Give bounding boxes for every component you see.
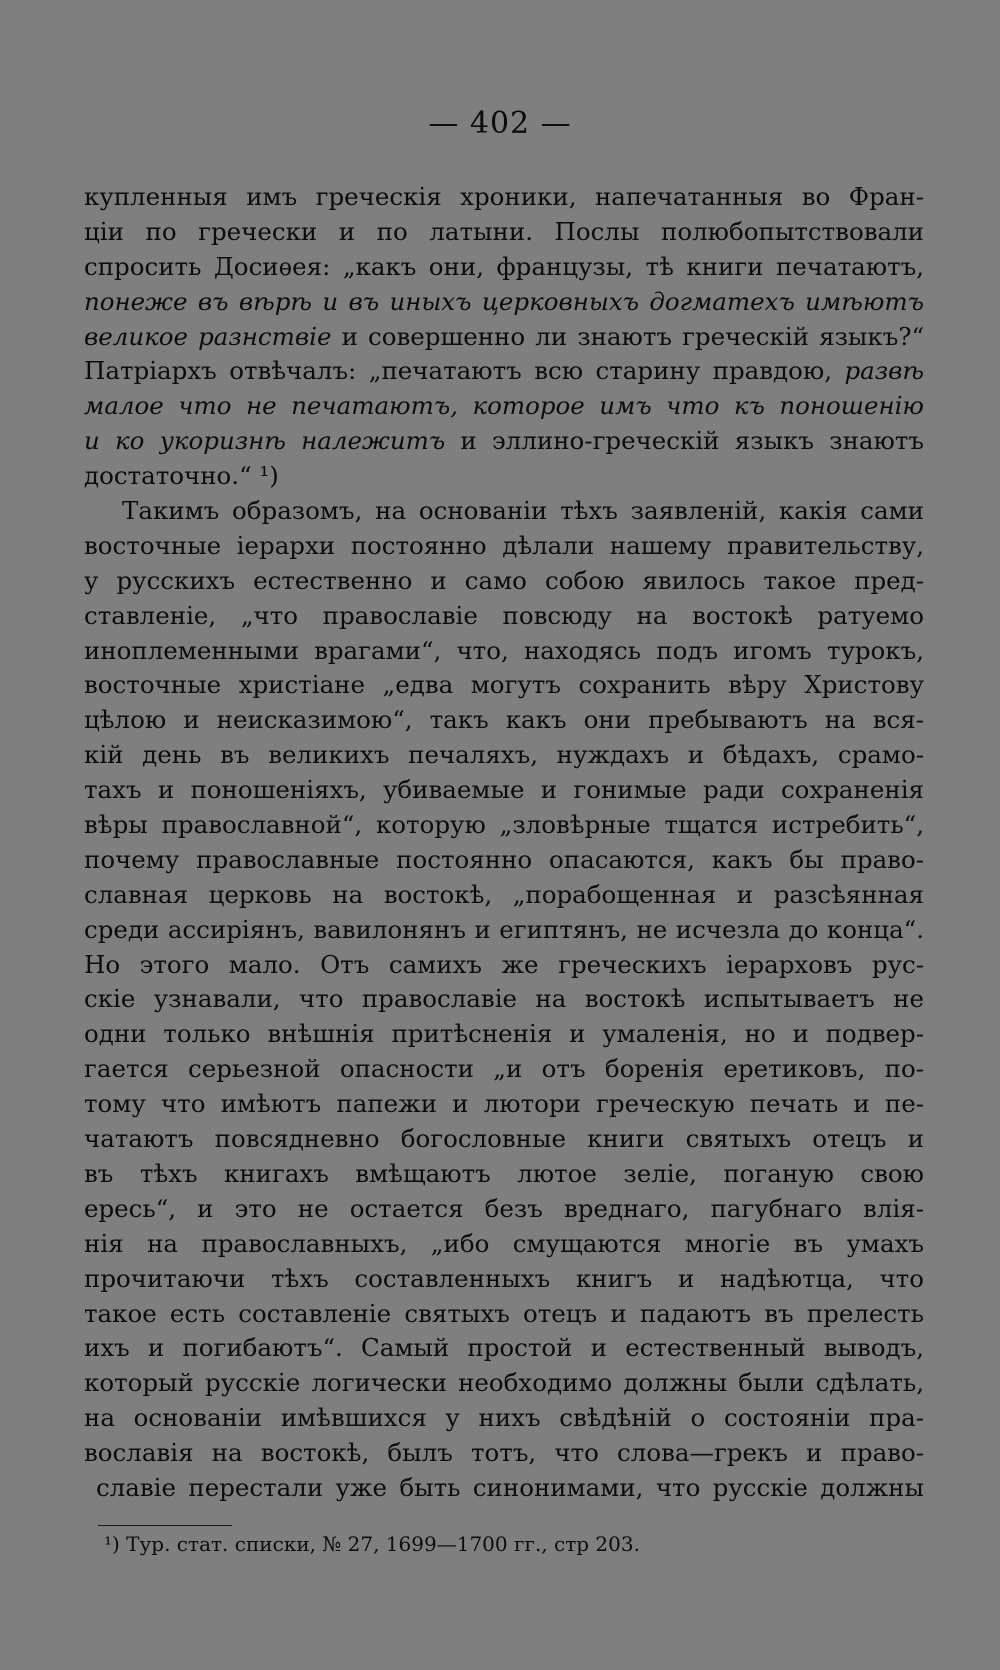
text-segment: вѣры православной“, которую „зловѣрные тщатся истребить“,: [84, 810, 924, 840]
text-line: [84, 773, 924, 808]
text-line: [84, 1262, 924, 1297]
text-segment: среди ассиріянъ, вавилонянъ и египтянъ, не исчезла до конца“.: [84, 914, 924, 944]
text-line: [84, 250, 924, 285]
footnote: ¹) Тур. стат. списки, № 27, 1699—1700 гг., стр 203.: [104, 1532, 640, 1556]
text-segment: ціи по гречески и по латыни. Послы полюбопытствовали: [84, 216, 924, 246]
text-line: [84, 982, 924, 1017]
italic-quote-segment: малое что не печатаютъ, которое имъ что къ поношенію: [84, 391, 924, 421]
text-line: [84, 668, 924, 703]
text-line: [84, 354, 924, 389]
text-segment: у русскихъ естественно и само собою явилось такое пред-: [84, 565, 924, 595]
text-line: [84, 1157, 924, 1192]
text-segment: и совершенно ли знаютъ греческій языкъ?“: [331, 321, 924, 351]
text-segment: цѣлою и неисказимою“, такъ какъ они пребываютъ на вся-: [84, 705, 924, 735]
text-line: [84, 320, 924, 355]
footnote-rule: [98, 1525, 232, 1526]
text-segment: восточные іерархи постоянно дѣлали нашему правительству,: [84, 530, 924, 560]
text-line: [84, 634, 924, 669]
italic-quote-segment: понеже въ вѣрѣ и въ иныхъ церковныхъ догматехъ имѣютъ: [84, 286, 924, 316]
text-segment: прочитаючи тѣхъ составленныхъ книгъ и надѣютца, что: [84, 1263, 924, 1293]
text-line: [84, 215, 924, 250]
text-line: [84, 913, 924, 948]
text-segment: вославія на востокѣ, былъ тотъ, что слова—грекъ и право-: [84, 1438, 924, 1468]
text-line: [84, 1227, 924, 1262]
text-line: [84, 878, 924, 913]
text-line: [84, 424, 924, 459]
text-segment: восточные христіане „едва могутъ сохранить вѣру Христову: [84, 670, 924, 700]
text-segment: нія на православныхъ, „ибо смущаются многіе въ умахъ: [84, 1228, 924, 1258]
page-number: — 402 —: [428, 106, 572, 141]
text-segment: скіе узнавали, что православіе на востокѣ испытываетъ не: [84, 984, 924, 1014]
text-line: [84, 599, 924, 634]
text-segment: купленныя имъ греческія хроники, напечатанныя во Фран-: [84, 182, 924, 211]
text-line: [84, 843, 924, 878]
text-line: [84, 1331, 924, 1366]
text-line: [84, 564, 924, 599]
text-segment: который русскіе логически необходимо должны были сдѣлать,: [84, 1368, 924, 1398]
text-line: [84, 459, 924, 494]
text-segment: достаточно.“ ¹): [84, 461, 279, 491]
text-line: [84, 808, 924, 843]
text-segment: Патріархъ отвѣчалъ: „печатаютъ всю старину правдою,: [84, 356, 845, 386]
text-line: [84, 1297, 924, 1332]
text-line: [84, 285, 924, 320]
text-segment: тому что имѣютъ папежи и лютори греческую печать и пе-: [84, 1089, 924, 1119]
text-segment: въ тѣхъ книгахъ вмѣщаютъ лютое зеліе, поганую свою: [84, 1158, 924, 1188]
text-line: [84, 1401, 924, 1436]
text-segment: Такимъ образомъ, на основаніи тѣхъ заявленій, какія сами: [122, 496, 924, 526]
text-line: [84, 703, 924, 738]
text-line: [84, 529, 924, 564]
text-segment: ересь“, и это не остается безъ вреднаго, пагубнаго влія-: [84, 1193, 924, 1223]
text-segment: такое есть составленіе святыхъ отецъ и падаютъ въ прелесть: [84, 1298, 924, 1328]
text-line: [84, 1087, 924, 1122]
text-segment: и эллино-греческій языкъ знаютъ: [445, 426, 924, 456]
italic-quote-segment: и ко укоризнѣ належитъ: [84, 426, 446, 456]
text-line: [84, 1122, 924, 1157]
italic-quote-segment: великое разнствіе: [84, 321, 332, 351]
text-segment: славіе перестали уже быть синонимами, что русскіе должны: [96, 1472, 924, 1502]
text-segment: славная церковь на востокѣ, „порабощенная и разсѣянная: [84, 879, 924, 909]
text-segment: чатаютъ повсядневно богословные книги святыхъ отецъ и: [84, 1124, 924, 1154]
text-line: [84, 1052, 924, 1087]
italic-quote-segment: развѣ: [844, 356, 924, 386]
text-line: [84, 948, 924, 983]
text-line: [84, 1017, 924, 1052]
text-segment: кій день въ великихъ печаляхъ, нуждахъ и бѣдахъ, срамо-: [84, 740, 924, 770]
text-segment: ставленіе, „что православіе повсюду на востокѣ ратуемо: [84, 600, 924, 630]
text-segment: на основаніи имѣвшихся у нихъ свѣдѣній о состояніи пра-: [84, 1403, 924, 1433]
text-line: [84, 1192, 924, 1227]
text-segment: Но этого мало. Отъ самихъ же греческихъ іерарховъ рус-: [84, 949, 924, 979]
text-segment: гается серьезной опасности „и отъ боренія еретиковъ, по-: [84, 1054, 924, 1084]
text-segment: спросить Досиѳея: „какъ они, французы, тѣ книги печатаютъ,: [84, 251, 924, 281]
text-line: [84, 389, 924, 424]
body-text: [84, 180, 924, 1506]
text-line: [84, 1366, 924, 1401]
text-line: [84, 180, 924, 215]
text-segment: одни только внѣшнія притѣсненія и умаленія, но и подвер-: [84, 1019, 924, 1049]
text-segment: почему православные постоянно опасаются, какъ бы право-: [84, 844, 924, 874]
text-line: [84, 1471, 924, 1506]
text-line: [84, 1436, 924, 1471]
text-line: [84, 494, 924, 529]
text-line: [84, 738, 924, 773]
text-segment: тахъ и поношеніяхъ, убиваемые и гонимые ради сохраненія: [84, 775, 924, 805]
text-segment: ихъ и погибаютъ“. Самый простой и естественный выводъ,: [84, 1333, 924, 1363]
text-segment: иноплеменными врагами“, что, находясь подъ игомъ турокъ,: [84, 635, 924, 665]
